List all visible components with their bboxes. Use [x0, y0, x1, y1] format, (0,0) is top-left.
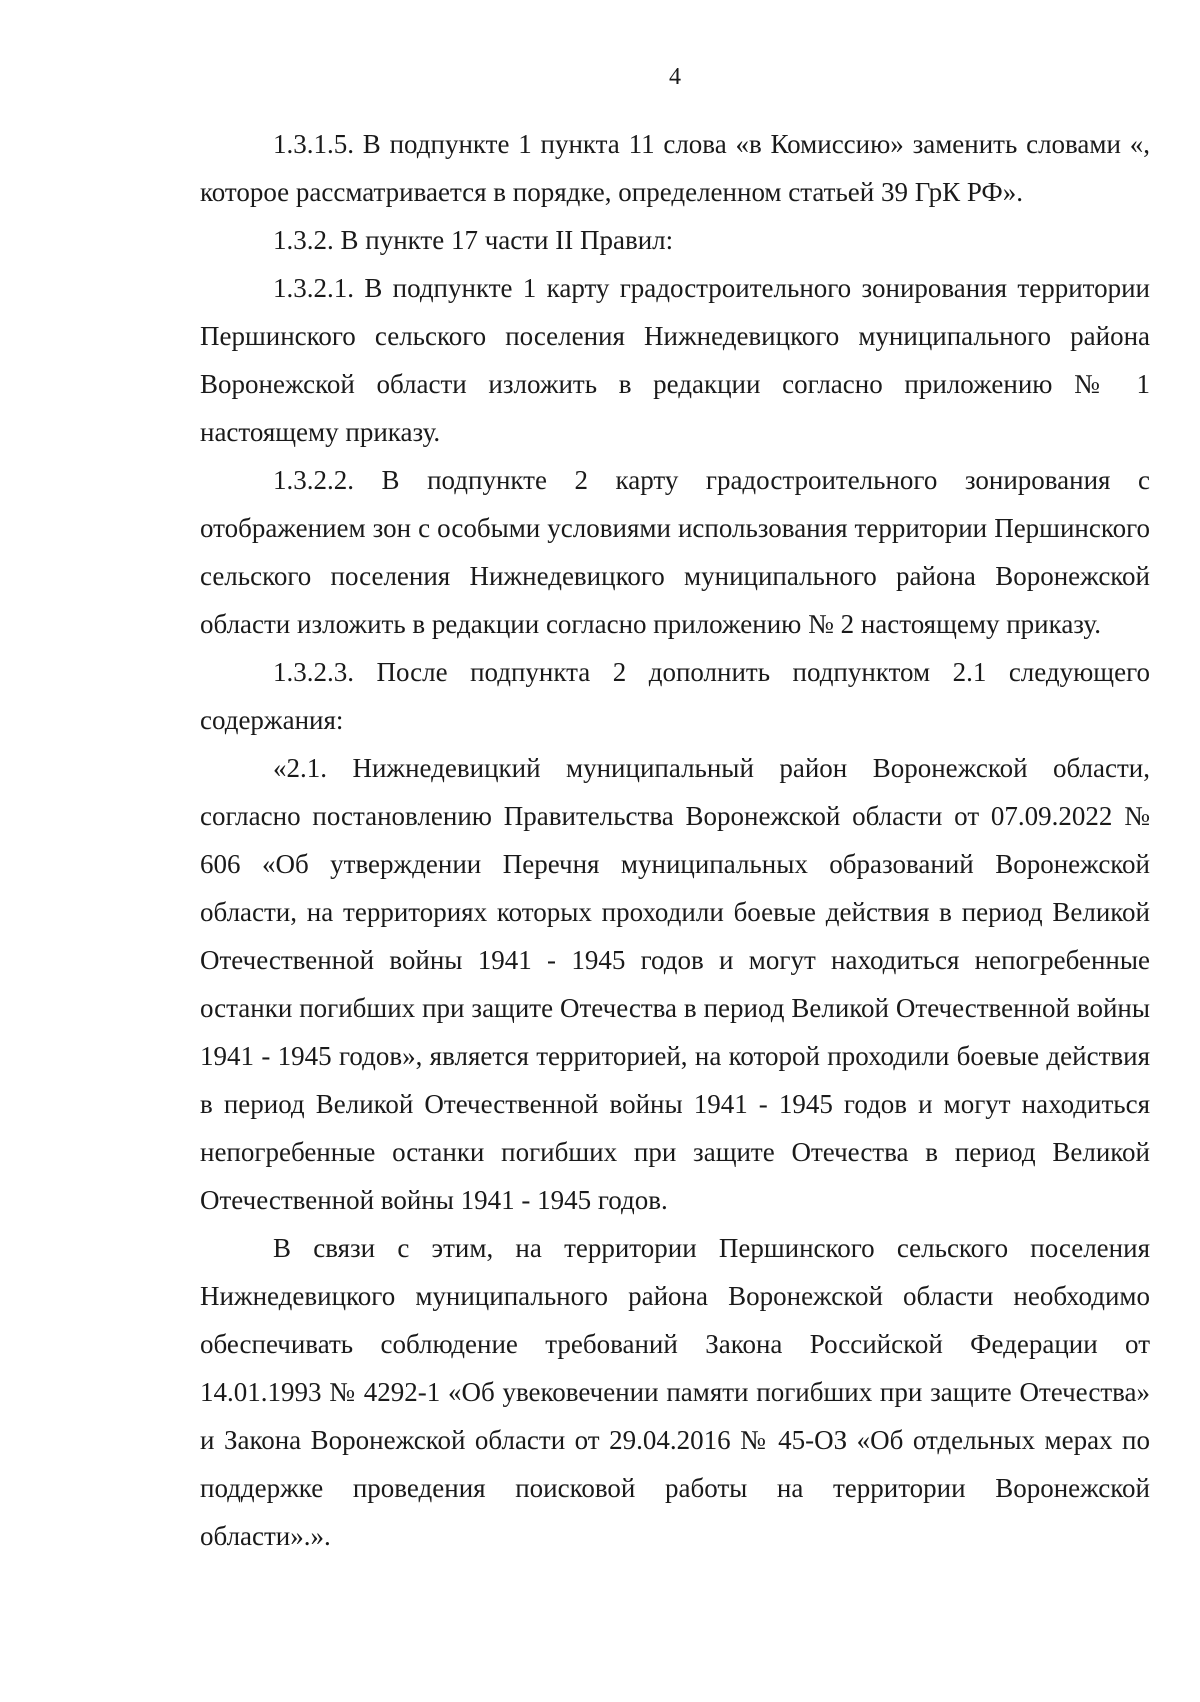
paragraph-2-1-quote: «2.1. Нижнедевицкий муниципальный район Воронежской области, согласно постановлению Правительства Воронежской области от 07.09.2022 № 606 «Об утверждении Перечня муниципальных образований Воронежской области, на территориях которых проходили боевые действия в период Великой Отечественной войны 1941 - 1945 годов и могут находиться непогребенные останки погибших при защите Отечества в период Великой Отечественной войны 1941 - 1945 годов», является территорией, на которой проходили боевые действия в период Великой Отечественной войны 1941 - 1945 годов и могут находиться непогребенные останки погибших при защите Отечества в период Великой Отечественной войны 1941 - 1945 годов.	[200, 753, 1150, 1215]
page-number: 4	[669, 64, 681, 90]
paragraph-1-3-2-3: 1.3.2.3. После подпункта 2 дополнить подпунктом 2.1 следующего содержания:	[200, 657, 1150, 735]
paragraph-requirements: В связи с этим, на территории Першинского сельского поселения Нижнедевицкого муниципального района Воронежской области необходимо обеспечивать соблюдение требований Закона Российской Федерации от 14.01.1993 № 4292-1 «Об увековечении памяти погибших при защите Отечества» и Закона Воронежской области от 29.04.2016 № 45-ОЗ «Об отдельных мерах по поддержке проведения поисковой работы на территории Воронежской области».».	[200, 1233, 1150, 1551]
paragraph-1-3-1-5: 1.3.1.5. В подпункте 1 пункта 11 слова «в Комиссию» заменить словами «, которое рассматривается в порядке, определенном статьей 39 ГрК РФ».	[200, 129, 1150, 207]
paragraph-1-3-2-1: 1.3.2.1. В подпункте 1 карту градостроительного зонирования территории Першинского сельского поселения Нижнедевицкого муниципального района Воронежской области изложить в редакции согласно приложению № 1 настоящему приказу.	[200, 273, 1150, 447]
paragraph-1-3-2-2: 1.3.2.2. В подпункте 2 карту градостроительного зонирования с отображением зон с особыми условиями использования территории Першинского сельского поселения Нижнедевицкого муниципального района Воронежской области изложить в редакции согласно приложению № 2 настоящему приказу.	[200, 465, 1150, 639]
paragraph-1-3-2: 1.3.2. В пункте 17 части II Правил:	[273, 225, 674, 255]
document-body	[200, 120, 1150, 1560]
